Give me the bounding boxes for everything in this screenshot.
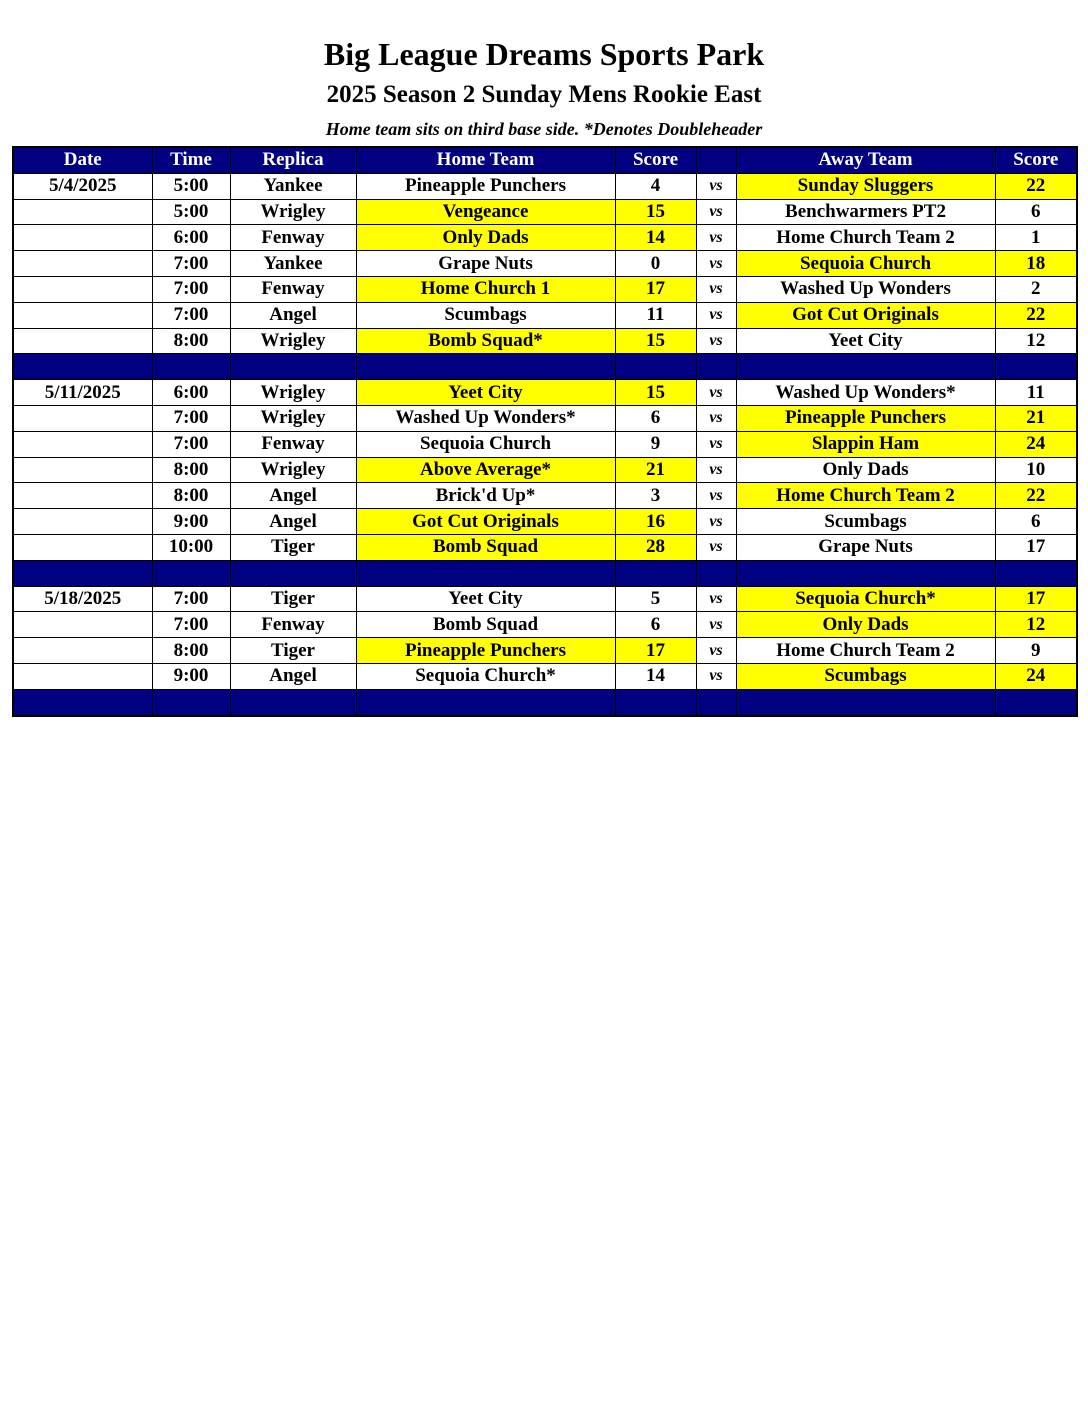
game-row — [13, 380, 1077, 406]
game-time: 7:00 — [152, 586, 230, 612]
away-team: Scumbags — [736, 509, 995, 535]
game-replica-field: Wrigley — [230, 405, 356, 431]
home-team: Pineapple Punchers — [356, 173, 615, 199]
home-team: Sequoia Church* — [356, 663, 615, 689]
home-team: Scumbags — [356, 302, 615, 328]
home-score: 6 — [615, 405, 696, 431]
separator-cell — [152, 560, 230, 586]
game-time: 7:00 — [152, 405, 230, 431]
game-date — [13, 457, 152, 483]
schedule-table — [12, 146, 1078, 717]
vs-label: vs — [696, 431, 736, 457]
game-date — [13, 431, 152, 457]
schedule-body — [13, 173, 1077, 715]
game-replica-field: Tiger — [230, 586, 356, 612]
vs-label: vs — [696, 328, 736, 354]
away-team: Sequoia Church — [736, 251, 995, 277]
game-time: 8:00 — [152, 457, 230, 483]
game-time: 8:00 — [152, 638, 230, 664]
home-score: 15 — [615, 199, 696, 225]
separator-cell — [230, 354, 356, 380]
game-row — [13, 251, 1077, 277]
away-score: 10 — [995, 457, 1077, 483]
away-score: 17 — [995, 586, 1077, 612]
game-row — [13, 302, 1077, 328]
away-score: 12 — [995, 328, 1077, 354]
vs-label: vs — [696, 276, 736, 302]
away-score: 6 — [995, 509, 1077, 535]
away-team: Benchwarmers PT2 — [736, 199, 995, 225]
away-score: 9 — [995, 638, 1077, 664]
away-team: Pineapple Punchers — [736, 405, 995, 431]
game-date — [13, 251, 152, 277]
home-score: 3 — [615, 483, 696, 509]
home-team: Sequoia Church — [356, 431, 615, 457]
game-time: 10:00 — [152, 534, 230, 560]
game-time: 9:00 — [152, 663, 230, 689]
game-row — [13, 431, 1077, 457]
separator-cell — [230, 689, 356, 715]
separator-cell — [13, 560, 152, 586]
home-score: 11 — [615, 302, 696, 328]
game-replica-field: Tiger — [230, 638, 356, 664]
game-replica-field: Wrigley — [230, 328, 356, 354]
away-team: Yeet City — [736, 328, 995, 354]
separator-cell — [13, 689, 152, 715]
column-header-home-score: Score — [615, 147, 696, 173]
vs-label: vs — [696, 199, 736, 225]
away-score: 1 — [995, 225, 1077, 251]
away-team: Home Church Team 2 — [736, 483, 995, 509]
week-separator-row — [13, 689, 1077, 715]
separator-cell — [13, 354, 152, 380]
game-date — [13, 638, 152, 664]
home-team: Got Cut Originals — [356, 509, 615, 535]
separator-cell — [995, 354, 1077, 380]
home-team: Bomb Squad* — [356, 328, 615, 354]
game-replica-field: Angel — [230, 302, 356, 328]
game-time: 6:00 — [152, 225, 230, 251]
page-subtitle: 2025 Season 2 Sunday Mens Rookie East — [326, 81, 762, 108]
week-separator-row — [13, 560, 1077, 586]
away-score: 17 — [995, 534, 1077, 560]
vs-label: vs — [696, 509, 736, 535]
home-team: Pineapple Punchers — [356, 638, 615, 664]
game-replica-field: Angel — [230, 483, 356, 509]
game-date: 5/4/2025 — [13, 173, 152, 199]
game-date — [13, 612, 152, 638]
away-team: Home Church Team 2 — [736, 638, 995, 664]
separator-cell — [995, 560, 1077, 586]
vs-label: vs — [696, 405, 736, 431]
home-team: Above Average* — [356, 457, 615, 483]
separator-cell — [356, 354, 615, 380]
separator-cell — [356, 689, 615, 715]
vs-label: vs — [696, 457, 736, 483]
away-score: 12 — [995, 612, 1077, 638]
home-score: 15 — [615, 380, 696, 406]
home-score: 17 — [615, 276, 696, 302]
game-row — [13, 612, 1077, 638]
home-score: 16 — [615, 509, 696, 535]
home-team: Bomb Squad — [356, 612, 615, 638]
separator-cell — [736, 354, 995, 380]
game-row — [13, 534, 1077, 560]
away-team: Only Dads — [736, 457, 995, 483]
separator-cell — [356, 560, 615, 586]
home-team: Vengeance — [356, 199, 615, 225]
game-replica-field: Fenway — [230, 612, 356, 638]
column-header-time: Time — [152, 147, 230, 173]
away-team: Got Cut Originals — [736, 302, 995, 328]
separator-cell — [615, 354, 696, 380]
game-row — [13, 328, 1077, 354]
game-replica-field: Wrigley — [230, 457, 356, 483]
home-score: 14 — [615, 663, 696, 689]
game-replica-field: Angel — [230, 509, 356, 535]
home-score: 15 — [615, 328, 696, 354]
game-row — [13, 173, 1077, 199]
game-time: 7:00 — [152, 431, 230, 457]
home-score: 6 — [615, 612, 696, 638]
away-team: Home Church Team 2 — [736, 225, 995, 251]
away-score: 22 — [995, 302, 1077, 328]
separator-cell — [152, 689, 230, 715]
away-team: Sequoia Church* — [736, 586, 995, 612]
home-team: Yeet City — [356, 586, 615, 612]
game-date — [13, 302, 152, 328]
game-replica-field: Fenway — [230, 431, 356, 457]
game-replica-field: Fenway — [230, 276, 356, 302]
game-replica-field: Wrigley — [230, 380, 356, 406]
game-replica-field: Wrigley — [230, 199, 356, 225]
game-row — [13, 199, 1077, 225]
vs-label: vs — [696, 251, 736, 277]
game-row — [13, 405, 1077, 431]
home-team: Brick'd Up* — [356, 483, 615, 509]
away-team: Slappin Ham — [736, 431, 995, 457]
game-date — [13, 663, 152, 689]
home-team: Washed Up Wonders* — [356, 405, 615, 431]
game-date — [13, 276, 152, 302]
vs-label: vs — [696, 225, 736, 251]
away-score: 24 — [995, 663, 1077, 689]
vs-label: vs — [696, 173, 736, 199]
away-score: 24 — [995, 431, 1077, 457]
separator-cell — [736, 560, 995, 586]
column-header-replica: Replica — [230, 147, 356, 173]
column-header-date: Date — [13, 147, 152, 173]
game-time: 9:00 — [152, 509, 230, 535]
home-team: Yeet City — [356, 380, 615, 406]
page-title: Big League Dreams Sports Park — [323, 36, 765, 72]
home-score: 28 — [615, 534, 696, 560]
away-score: 18 — [995, 251, 1077, 277]
game-time: 7:00 — [152, 302, 230, 328]
away-score: 22 — [995, 173, 1077, 199]
game-row — [13, 225, 1077, 251]
game-row — [13, 509, 1077, 535]
column-header-away-score: Score — [995, 147, 1077, 173]
separator-cell — [736, 689, 995, 715]
game-date: 5/11/2025 — [13, 380, 152, 406]
game-time: 8:00 — [152, 483, 230, 509]
vs-label: vs — [696, 483, 736, 509]
away-score: 11 — [995, 380, 1077, 406]
vs-label: vs — [696, 380, 736, 406]
game-time: 7:00 — [152, 251, 230, 277]
game-row — [13, 638, 1077, 664]
home-score: 5 — [615, 586, 696, 612]
game-time: 6:00 — [152, 380, 230, 406]
home-team: Home Church 1 — [356, 276, 615, 302]
game-row — [13, 586, 1077, 612]
home-score: 0 — [615, 251, 696, 277]
home-team: Bomb Squad — [356, 534, 615, 560]
away-team: Washed Up Wonders* — [736, 380, 995, 406]
game-time: 5:00 — [152, 173, 230, 199]
away-score: 21 — [995, 405, 1077, 431]
vs-label: vs — [696, 612, 736, 638]
game-time: 8:00 — [152, 328, 230, 354]
away-score: 2 — [995, 276, 1077, 302]
separator-cell — [230, 560, 356, 586]
home-score: 14 — [615, 225, 696, 251]
game-date — [13, 225, 152, 251]
vs-label: vs — [696, 534, 736, 560]
separator-cell — [995, 689, 1077, 715]
away-team: Grape Nuts — [736, 534, 995, 560]
home-score: 4 — [615, 173, 696, 199]
game-time: 5:00 — [152, 199, 230, 225]
game-date — [13, 199, 152, 225]
away-team: Scumbags — [736, 663, 995, 689]
away-score: 22 — [995, 483, 1077, 509]
game-replica-field: Angel — [230, 663, 356, 689]
home-team: Only Dads — [356, 225, 615, 251]
game-replica-field: Fenway — [230, 225, 356, 251]
home-team: Grape Nuts — [356, 251, 615, 277]
home-score: 9 — [615, 431, 696, 457]
vs-label: vs — [696, 638, 736, 664]
separator-cell — [152, 354, 230, 380]
schedule-note: Home team sits on third base side. *Denotes Doubleheader — [325, 119, 763, 139]
separator-cell — [696, 560, 736, 586]
week-separator-row — [13, 354, 1077, 380]
separator-cell — [615, 560, 696, 586]
home-score: 17 — [615, 638, 696, 664]
game-row — [13, 483, 1077, 509]
home-score: 21 — [615, 457, 696, 483]
game-replica-field: Yankee — [230, 251, 356, 277]
away-team: Sunday Sluggers — [736, 173, 995, 199]
vs-label: vs — [696, 586, 736, 612]
game-date — [13, 405, 152, 431]
game-time: 7:00 — [152, 276, 230, 302]
game-date: 5/18/2025 — [13, 586, 152, 612]
column-header-away-team: Away Team — [736, 147, 995, 173]
game-date — [13, 328, 152, 354]
column-header-home-team: Home Team — [356, 147, 615, 173]
separator-cell — [615, 689, 696, 715]
game-replica-field: Yankee — [230, 173, 356, 199]
away-team: Only Dads — [736, 612, 995, 638]
game-row — [13, 457, 1077, 483]
game-date — [13, 483, 152, 509]
game-replica-field: Tiger — [230, 534, 356, 560]
game-date — [13, 534, 152, 560]
separator-cell — [696, 354, 736, 380]
vs-label: vs — [696, 663, 736, 689]
separator-cell — [696, 689, 736, 715]
vs-label: vs — [696, 302, 736, 328]
game-time: 7:00 — [152, 612, 230, 638]
game-row — [13, 663, 1077, 689]
header-row — [13, 147, 1077, 173]
game-row — [13, 276, 1077, 302]
away-team: Washed Up Wonders — [736, 276, 995, 302]
column-header-vs — [696, 147, 736, 173]
away-score: 6 — [995, 199, 1077, 225]
game-date — [13, 509, 152, 535]
